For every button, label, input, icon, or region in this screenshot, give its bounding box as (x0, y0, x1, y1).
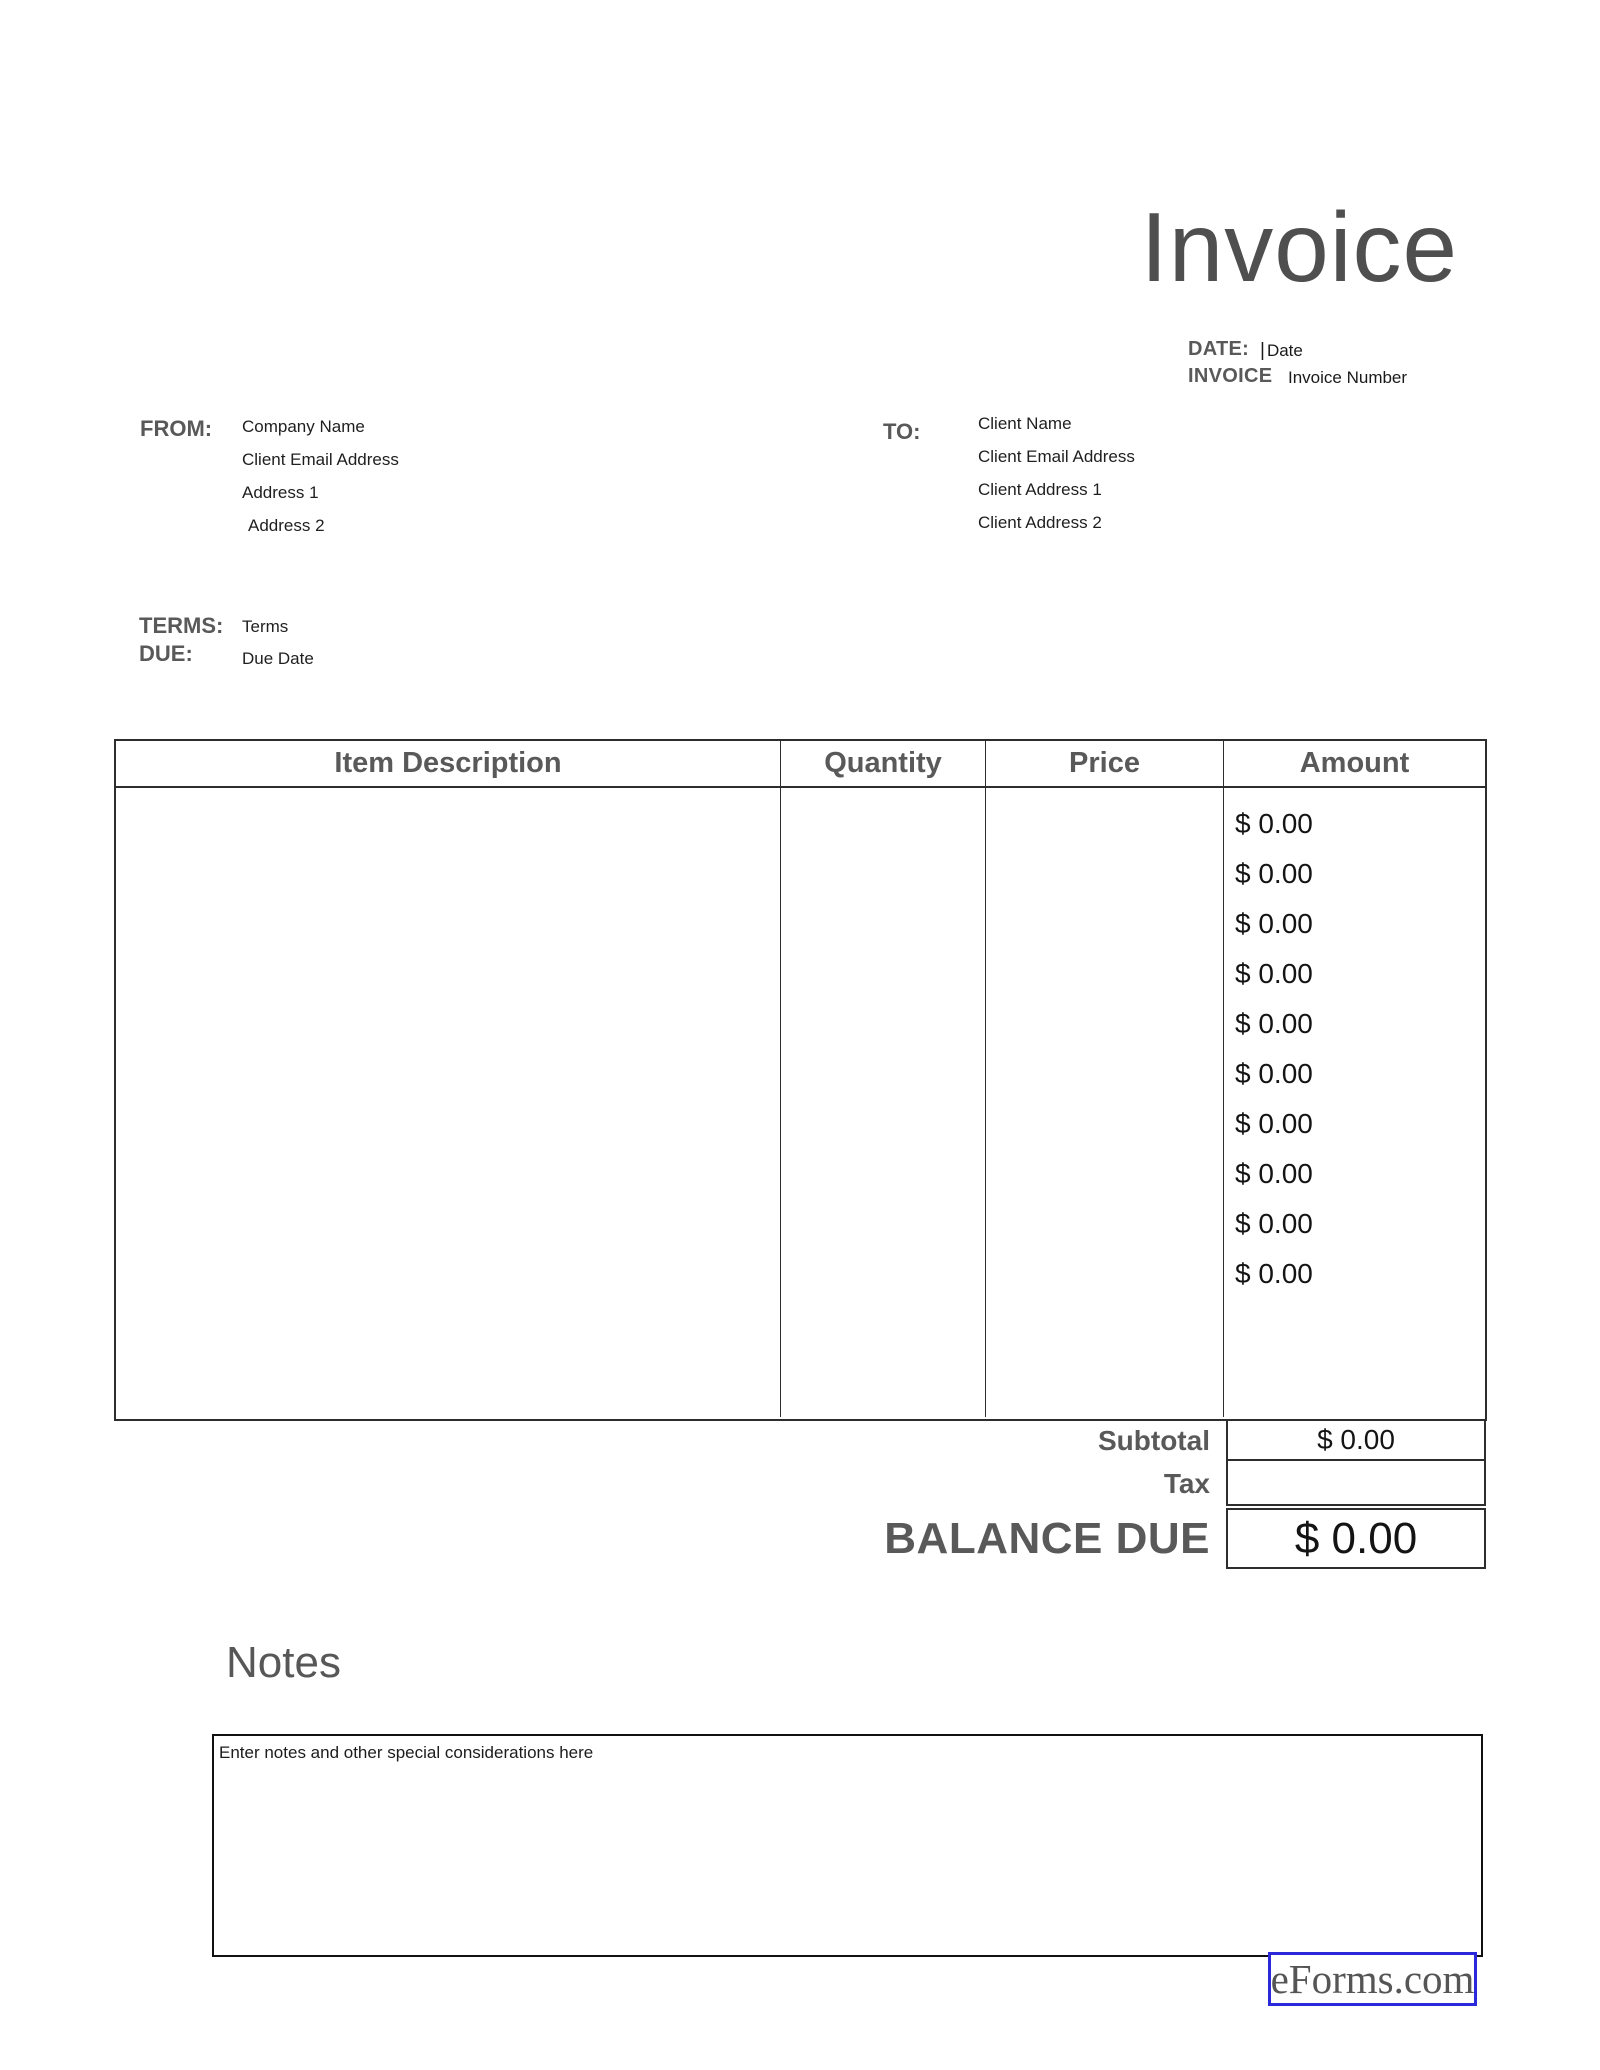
to-email-field[interactable]: Client Email Address (978, 447, 1135, 466)
to-address2-field[interactable]: Client Address 2 (978, 513, 1102, 532)
subtotal-label: Subtotal (1098, 1425, 1210, 1456)
amount-column (1224, 788, 1485, 1417)
due-label: DUE: (139, 641, 193, 666)
amount-cell[interactable]: $ 0.00 (1235, 1258, 1313, 1289)
to-client-name-field[interactable]: Client Name (978, 414, 1072, 433)
text-cursor: | (1260, 340, 1265, 361)
amount-cell[interactable]: $ 0.00 (1235, 1158, 1313, 1189)
to-address1-field[interactable]: Client Address 1 (978, 480, 1102, 499)
eforms-brand-link[interactable]: eForms.com (1268, 1952, 1477, 2006)
amount-cell[interactable]: $ 0.00 (1235, 958, 1313, 989)
quantity-column[interactable] (781, 788, 986, 1417)
from-address2-field[interactable]: Address 2 (248, 516, 325, 535)
line-items-table (114, 739, 1487, 1421)
amount-cell[interactable]: $ 0.00 (1235, 908, 1313, 939)
to-label: TO: (883, 419, 921, 444)
from-label: FROM: (140, 416, 213, 441)
amount-cell[interactable]: $ 0.00 (1235, 1008, 1313, 1039)
table-body (116, 788, 1485, 1417)
date-placeholder: Date (1266, 341, 1303, 360)
to-block (978, 414, 1135, 546)
terms-field[interactable]: Terms (242, 617, 289, 636)
table-header-row (116, 741, 1485, 788)
notes-input-area[interactable]: Enter notes and other special considerations here (212, 1734, 1483, 1957)
tax-value-field[interactable] (1226, 1461, 1486, 1506)
notes-heading: Notes (226, 1638, 341, 1687)
header-amount: Amount (1299, 747, 1410, 779)
amount-cell[interactable]: $ 0.00 (1235, 1208, 1313, 1239)
date-label: DATE: (1188, 338, 1250, 360)
from-address1-field[interactable]: Address 1 (242, 483, 319, 502)
tax-label: Tax (1163, 1467, 1210, 1499)
invoice-number-label: INVOICE (1188, 365, 1273, 387)
from-company-name-field[interactable]: Company Name (242, 417, 365, 436)
amount-cell[interactable]: $ 0.00 (1235, 1108, 1313, 1139)
price-column[interactable] (986, 788, 1224, 1417)
due-date-field[interactable]: Due Date (242, 649, 314, 668)
date-field[interactable] (1260, 340, 1303, 362)
page-title: Invoice (1140, 192, 1458, 302)
header-item-description: Item Description (116, 741, 781, 786)
amount-cell[interactable]: $ 0.00 (1235, 858, 1313, 889)
terms-label: TERMS: (139, 613, 224, 638)
amount-cell[interactable]: $ 0.00 (1235, 1058, 1313, 1089)
from-email-field[interactable]: Client Email Address (242, 450, 399, 469)
header-price: Price (986, 741, 1224, 786)
balance-due-value: $ 0.00 (1226, 1508, 1486, 1569)
item-description-column[interactable] (116, 788, 781, 1417)
amount-cell[interactable]: $ 0.00 (1235, 808, 1313, 839)
from-block (242, 417, 399, 549)
subtotal-value: $ 0.00 (1226, 1421, 1486, 1461)
header-quantity: Quantity (781, 741, 986, 786)
invoice-number-field[interactable]: Invoice Number (1288, 368, 1408, 387)
balance-due-label: BALANCE DUE (884, 1513, 1210, 1563)
